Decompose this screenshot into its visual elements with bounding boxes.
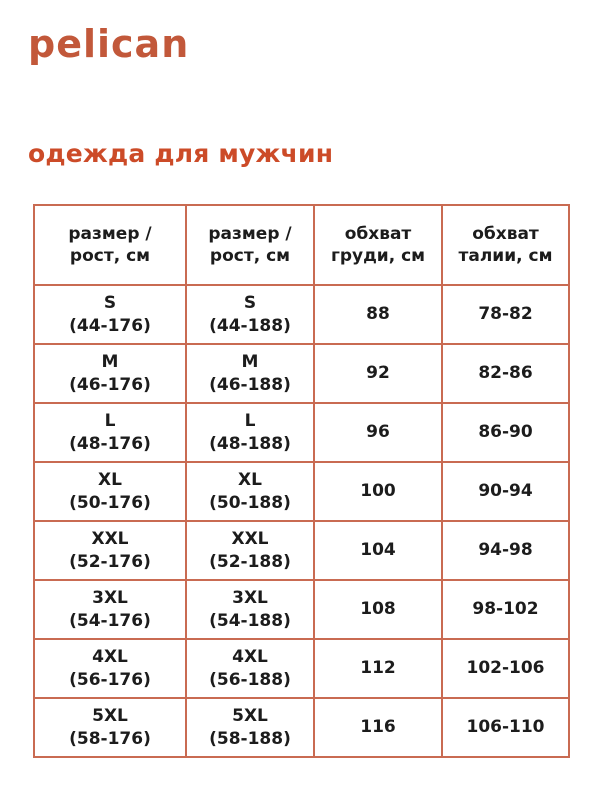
cell-line: S [103, 293, 117, 314]
cell-size-height-188 [186, 521, 314, 580]
cell-line: (46-176) [69, 374, 151, 395]
cell-line: S [243, 293, 257, 314]
size-table-body [34, 285, 569, 757]
cell-line: 90-94 [478, 481, 533, 502]
cell-line: (54-176) [69, 610, 151, 631]
cell-size-height-188 [186, 698, 314, 757]
table-row [34, 285, 569, 344]
cell-line: 5XL [232, 706, 268, 727]
column-header-line: размер / [208, 223, 292, 244]
size-table-head [34, 205, 569, 285]
cell-line: XL [238, 470, 262, 491]
size-table-header-row [34, 205, 569, 285]
cell-chest [314, 285, 442, 344]
cell-waist [442, 285, 569, 344]
cell-line: 106-110 [466, 717, 545, 738]
cell-line: 3XL [92, 588, 128, 609]
column-header-waist [442, 205, 569, 285]
cell-line: 98-102 [472, 599, 539, 620]
cell-line: XXL [91, 529, 129, 550]
cell-line: XL [98, 470, 122, 491]
cell-waist [442, 462, 569, 521]
table-row [34, 639, 569, 698]
cell-line: 108 [360, 599, 396, 620]
column-header-size-height-176 [34, 205, 186, 285]
cell-line: L [104, 411, 116, 432]
size-table [33, 204, 570, 758]
cell-line: 4XL [232, 647, 268, 668]
column-header-line: размер / [68, 223, 152, 244]
table-row [34, 403, 569, 462]
cell-chest [314, 344, 442, 403]
cell-line: 116 [360, 717, 396, 738]
cell-waist [442, 344, 569, 403]
cell-waist [442, 403, 569, 462]
table-row [34, 521, 569, 580]
cell-line: (58-188) [209, 728, 291, 749]
cell-line: L [244, 411, 256, 432]
cell-line: 94-98 [478, 540, 533, 561]
cell-size-height-176 [34, 639, 186, 698]
cell-waist [442, 580, 569, 639]
column-header-line: груди, см [330, 246, 426, 266]
cell-size-height-176 [34, 521, 186, 580]
cell-chest [314, 521, 442, 580]
cell-size-height-176 [34, 580, 186, 639]
table-row [34, 462, 569, 521]
cell-line: (46-188) [209, 374, 291, 395]
cell-size-height-176 [34, 344, 186, 403]
cell-line: 3XL [232, 588, 268, 609]
cell-line: (48-176) [69, 433, 151, 454]
cell-size-height-176 [34, 285, 186, 344]
column-header-chest [314, 205, 442, 285]
cell-waist [442, 639, 569, 698]
cell-waist [442, 521, 569, 580]
table-row [34, 344, 569, 403]
column-header-line: рост, см [69, 246, 151, 266]
cell-waist [442, 698, 569, 757]
cell-line: 86-90 [478, 422, 533, 443]
cell-chest [314, 462, 442, 521]
cell-line: (56-188) [209, 669, 291, 690]
cell-size-height-188 [186, 344, 314, 403]
cell-size-height-188 [186, 285, 314, 344]
cell-line: M [101, 352, 119, 373]
cell-size-height-176 [34, 698, 186, 757]
cell-line: (50-188) [209, 492, 291, 513]
cell-chest [314, 639, 442, 698]
cell-size-height-176 [34, 403, 186, 462]
cell-line: (44-188) [209, 315, 291, 336]
cell-chest [314, 698, 442, 757]
cell-line: (44-176) [69, 315, 151, 336]
cell-line: 102-106 [466, 658, 545, 679]
cell-line: M [241, 352, 259, 373]
cell-size-height-176 [34, 462, 186, 521]
column-header-line: рост, см [209, 246, 291, 266]
cell-line: 4XL [92, 647, 128, 668]
cell-size-height-188 [186, 462, 314, 521]
cell-chest [314, 580, 442, 639]
cell-line: (50-176) [69, 492, 151, 513]
column-header-size-height-188 [186, 205, 314, 285]
cell-size-height-188 [186, 639, 314, 698]
page-title: одежда для мужчин [28, 139, 334, 168]
table-row [34, 580, 569, 639]
column-header-line: обхват [344, 223, 412, 244]
cell-line: 104 [360, 540, 396, 561]
cell-chest [314, 403, 442, 462]
column-header-line: обхват [472, 223, 539, 244]
cell-line: (56-176) [69, 669, 151, 690]
cell-line: 92 [366, 363, 390, 384]
cell-line: (48-188) [209, 433, 291, 454]
cell-line: (58-176) [69, 728, 151, 749]
cell-size-height-188 [186, 403, 314, 462]
cell-size-height-188 [186, 580, 314, 639]
cell-line: (52-176) [69, 551, 151, 572]
column-header-line: талии, см [458, 246, 553, 266]
cell-line: 82-86 [478, 363, 533, 384]
cell-line: (54-188) [209, 610, 291, 631]
cell-line: XXL [231, 529, 269, 550]
cell-line: 78-82 [478, 304, 533, 325]
cell-line: 5XL [92, 706, 128, 727]
cell-line: (52-188) [209, 551, 291, 572]
cell-line: 96 [366, 422, 390, 443]
cell-line: 100 [360, 481, 396, 502]
cell-line: 88 [366, 304, 390, 325]
brand-logo: pelican [28, 22, 190, 66]
cell-line: 112 [360, 658, 396, 679]
table-row [34, 698, 569, 757]
